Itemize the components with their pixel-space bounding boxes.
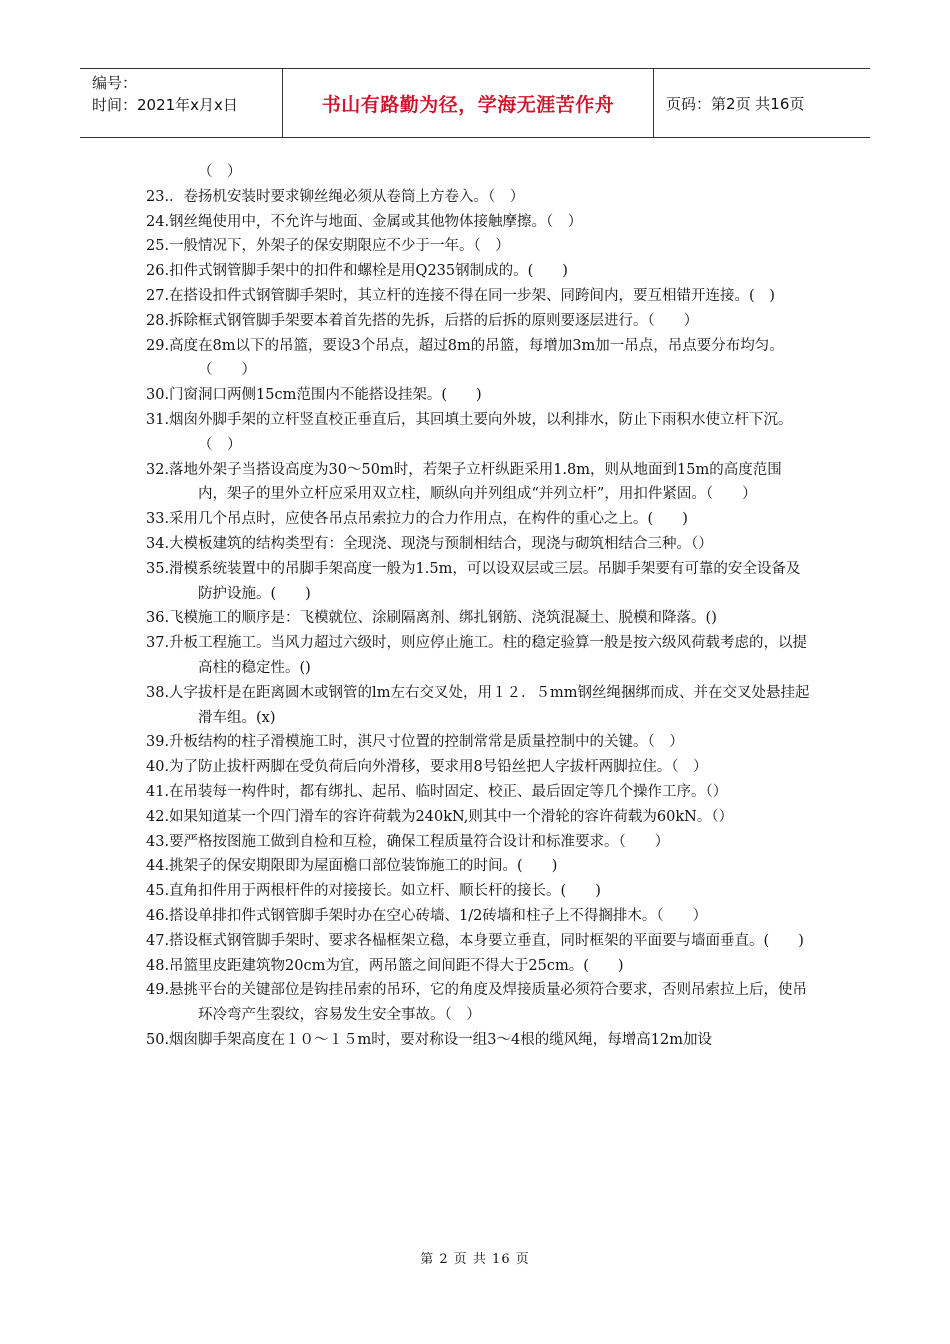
question-item: 39.升板结构的柱子滑模施工时，淇尺寸位置的控制常常是质量控制中的关键。（ ） (146, 734, 684, 751)
question-item: 34.大模板建筑的结构类型有：全现浇、现浇与预制相结合，现浇与砌筑相结合三种。（） (146, 535, 713, 552)
question-item: 37.升板工程施工。当风力超过六级时，则应停止施工。柱的稳定验算一般是按六级风荷载考虑的，以提高柱的稳定性。() (146, 635, 808, 676)
question-item: 40.为了防止拔杆两脚在受负荷后向外滑移，要求用8号铅丝把人字拔杆两脚拉住。（ ） (146, 759, 708, 776)
question-list (146, 160, 810, 1053)
question-item: 43.要严格按图施工做到自检和互检，确保工程质量符合设计和标准要求。（ ） (146, 833, 670, 850)
question-item: 49.悬挑平台的关键部位是钩挂吊索的吊环，它的角度及焊接质量必须符合要求，否则吊索拉上后，使吊环冷弯产生裂纹，容易发生安全事故。（ ） (146, 982, 808, 1024)
page-footer: 第 2 页 共 16 页 (420, 1252, 530, 1267)
question-item: 24.钢丝绳使用中，不允许与地面、金属或其他物体接触摩擦。（ ） (146, 213, 583, 230)
question-item: 41.在吊装每一构件时，都有绑扎、起吊、临时固定、校正、最后固定等几个操作工序。（） (146, 783, 728, 800)
question-item: 42.如果知道某一个四门滑车的容许荷载为240kN,则其中一个滑轮的容许荷载为60kN。（） (146, 808, 734, 825)
question-item: 32.落地外架子当搭设高度为30～50m时，若架子立杆纵距采用1.8m，则从地面到15m的高度范围内，架子的里外立杆应采用双立柱，顺纵向并列组成“并列立杆”，用扣件紧固。（ ） (146, 461, 782, 503)
question-item: 27.在搭设扣件式钢管脚手架时，其立杆的连接不得在同一步架、同跨间内，要互相错开连接。( ) (146, 287, 775, 304)
question-item: 23.．卷扬机安装时要求铆丝绳必须从卷筒上方卷入。（ ） (146, 188, 525, 205)
question-item: 44.挑架子的保安期限即为屋面檐口部位装饰施工的时间。( ) (146, 858, 558, 875)
question-item: 50.烟囱脚手架高度在１０～１５m时，要对称设一组3～4根的缆风绳，每增高12m加设 (146, 1031, 712, 1048)
question-item: 46.搭设单排扣件式钢管脚手架时办在空心砖墙、1/2砖墙和柱子上不得搁排木。（ ） (146, 907, 708, 924)
question-item: 35.滑模系统装置中的吊脚手架高度一般为1.5m，可以设双层或三层。吊脚手架要有可靠的安全设备及防护设施。( ) (146, 560, 801, 602)
question-item: （ ） (198, 164, 242, 180)
question-item: 28.拆除框式钢管脚手架要本着首先搭的先拆，后搭的后拆的原则要逐层进行。（ ） (146, 312, 699, 329)
question-item: 45.直角扣件用于两根杆件的对接接长。如立杆、顺长杆的接长。( ) (146, 883, 601, 900)
question-item: 31.烟囱外脚手架的立杆竖直校正垂直后，其回填土要向外坡，以利排水，防止下雨积水使立杆下沉。（ ） (146, 411, 793, 453)
question-item: 26.扣件式钢管脚手架中的扣件和螺栓是用Q235钢制成的。( ) (146, 263, 568, 280)
header-left-cell (80, 69, 283, 137)
question-item: 38.人字拔杆是在距离圆木或钢管的lm左右交叉处，用１２．５mm钢丝绳捆绑而成、并在交叉处悬挂起滑车组。(x) (146, 684, 810, 726)
question-item: 29.高度在8m以下的吊篮，要设3个吊点，超过8m的吊篮，每增加3m加一吊点，吊点要分布均匀。（ ） (146, 337, 784, 379)
question-item: 48.吊篮里皮距建筑物20cm为宜，两吊篮之间间距不得大于25cm。( ) (146, 957, 624, 974)
question-item: 30.门窗洞口两侧15cm范围内不能搭设挂架。( ) (146, 387, 482, 404)
question-item: 33.采用几个吊点时，应使各吊点吊索拉力的合力作用点，在构件的重心之上。( ) (146, 511, 688, 528)
date-line: 时间：2021年x月x日 (92, 96, 238, 114)
page-info: 页码：第2页 共16页 (666, 94, 805, 113)
question-item: 25.一般情况下，外架子的保安期限应不少于一年。（ ） (146, 238, 510, 255)
question-item: 36.飞模施工的顺序是：飞模就位、涂刷隔离剂、绑扎钢筋、浇筑混凝土、脱模和降落。() (146, 610, 717, 627)
code-label: 编号： (92, 74, 138, 92)
question-item: 47.搭设框式钢管脚手架时、要求各榀框架立稳，本身要立垂直，同时框架的平面要与墙面垂直。( ) (146, 932, 804, 949)
header-table (80, 68, 870, 138)
motto: 书山有路勤为径，学海无涯苦作舟 (283, 69, 654, 137)
